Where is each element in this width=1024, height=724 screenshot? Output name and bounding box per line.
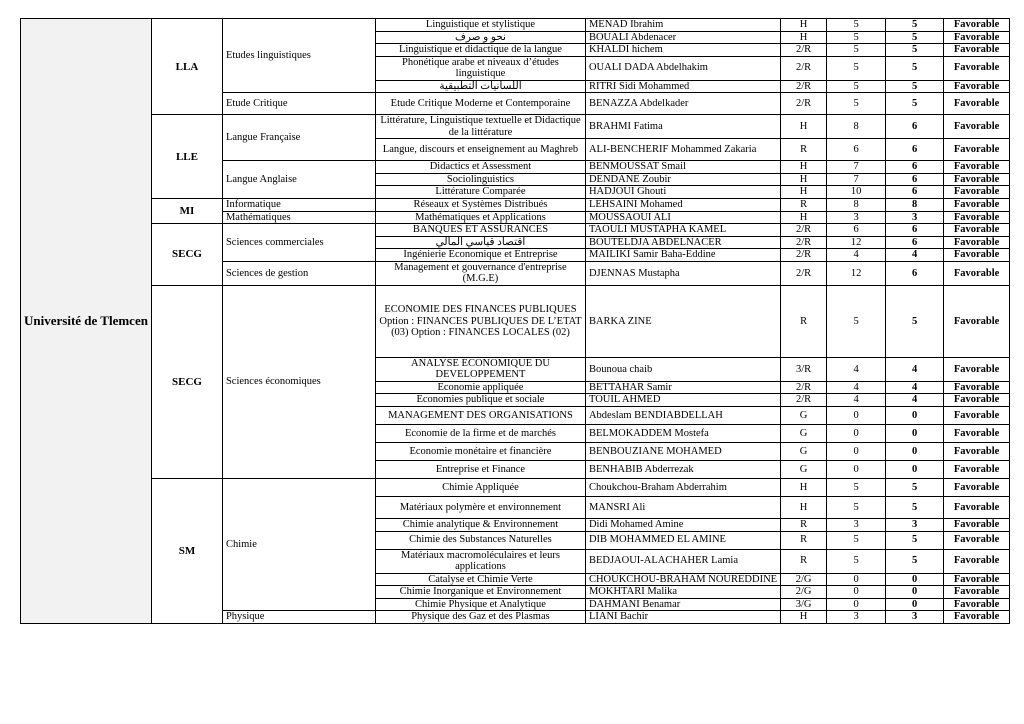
specialite-cell: Chimie Inorganique et Environnement — [375, 586, 585, 599]
grade-cell: R — [781, 549, 827, 573]
count-cell: 0 — [827, 443, 886, 461]
table-row — [21, 479, 1010, 497]
domain-cell: SECG — [151, 285, 222, 478]
responsable-cell: BRAHMI Fatima — [585, 115, 780, 139]
responsable-cell: BENBOUZIANE MOHAMED — [585, 443, 780, 461]
domain-cell: LLA — [151, 19, 222, 115]
filiere-cell: Etudes linguistiques — [222, 19, 375, 93]
selected-count-cell: 3 — [886, 611, 944, 624]
count-cell: 4 — [827, 381, 886, 394]
table-row — [21, 199, 1010, 212]
count-cell: 0 — [827, 407, 886, 425]
responsable-cell: BARKA ZINE — [585, 285, 780, 357]
specialite-cell: Management et gouvernance d'entreprise (M.G.E) — [375, 261, 585, 285]
selected-count-cell: 5 — [886, 285, 944, 357]
avis-cell: Favorable — [944, 31, 1010, 44]
selected-count-cell: 6 — [886, 236, 944, 249]
specialite-cell: Langue, discours et enseignement au Maghreb — [375, 139, 585, 161]
avis-cell: Favorable — [944, 357, 1010, 381]
avis-cell: Favorable — [944, 519, 1010, 532]
responsable-cell: BENHABIB Abderrezak — [585, 461, 780, 479]
count-cell: 0 — [827, 598, 886, 611]
selected-count-cell: 3 — [886, 519, 944, 532]
avis-cell: Favorable — [944, 139, 1010, 161]
specialite-cell: Réseaux et Systèmes Distribués — [375, 199, 585, 212]
specialite-cell: Ingénierie Economique et Entreprise — [375, 249, 585, 262]
table-row — [21, 285, 1010, 357]
university-cell: Université de Tlemcen — [21, 19, 152, 624]
filiere-cell: Mathématiques — [222, 211, 375, 224]
domain-cell: SECG — [151, 224, 222, 286]
responsable-cell: DENDANE Zoubir — [585, 173, 780, 186]
responsable-cell: DJENNAS Mustapha — [585, 261, 780, 285]
responsable-cell: Didi Mohamed Amine — [585, 519, 780, 532]
responsable-cell: TAOULI MUSTAPHA KAMEL — [585, 224, 780, 237]
avis-cell: Favorable — [944, 186, 1010, 199]
responsable-cell: BOUTELDJA ABDELNACER — [585, 236, 780, 249]
avis-cell: Favorable — [944, 224, 1010, 237]
count-cell: 5 — [827, 497, 886, 519]
responsable-cell: MOUSSAOUI ALI — [585, 211, 780, 224]
avis-cell: Favorable — [944, 407, 1010, 425]
count-cell: 3 — [827, 519, 886, 532]
selected-count-cell: 3 — [886, 211, 944, 224]
specialite-cell: ANALYSE ECONOMIQUE DU DEVELOPPEMENT — [375, 357, 585, 381]
grade-cell: H — [781, 173, 827, 186]
responsable-cell: Choukchou-Braham Abderrahim — [585, 479, 780, 497]
specialite-cell: Etude Critique Moderne et Contemporaine — [375, 93, 585, 115]
responsable-cell: BENMOUSSAT Smail — [585, 161, 780, 174]
count-cell: 5 — [827, 549, 886, 573]
count-cell: 4 — [827, 357, 886, 381]
filiere-cell: Sciences commerciales — [222, 224, 375, 262]
selected-count-cell: 5 — [886, 531, 944, 549]
responsable-cell: LEHSAINI Mohamed — [585, 199, 780, 212]
count-cell: 10 — [827, 186, 886, 199]
specialite-cell: Chimie analytique & Environnement — [375, 519, 585, 532]
grade-cell: 2/R — [781, 80, 827, 93]
count-cell: 12 — [827, 261, 886, 285]
grade-cell: 2/R — [781, 249, 827, 262]
selected-count-cell: 5 — [886, 479, 944, 497]
selected-count-cell: 0 — [886, 598, 944, 611]
avis-cell: Favorable — [944, 394, 1010, 407]
selected-count-cell: 5 — [886, 44, 944, 57]
count-cell: 3 — [827, 211, 886, 224]
grade-cell: 3/G — [781, 598, 827, 611]
specialite-cell: Littérature Comparée — [375, 186, 585, 199]
selected-count-cell: 6 — [886, 186, 944, 199]
selected-count-cell: 4 — [886, 381, 944, 394]
selected-count-cell: 5 — [886, 56, 944, 80]
selected-count-cell: 4 — [886, 357, 944, 381]
specialite-cell: Linguistique et didactique de la langue — [375, 44, 585, 57]
responsable-cell: KHALDI hichem — [585, 44, 780, 57]
count-cell: 7 — [827, 173, 886, 186]
selected-count-cell: 0 — [886, 425, 944, 443]
selected-count-cell: 4 — [886, 394, 944, 407]
responsable-cell: BENAZZA Abdelkader — [585, 93, 780, 115]
specialite-cell: نحو و صرف — [375, 31, 585, 44]
specialite-cell: Economies publique et sociale — [375, 394, 585, 407]
selected-count-cell: 6 — [886, 224, 944, 237]
specialite-cell: Economie monétaire et financière — [375, 443, 585, 461]
grade-cell: H — [781, 161, 827, 174]
specialite-cell: MANAGEMENT DES ORGANISATIONS — [375, 407, 585, 425]
table-row — [21, 115, 1010, 139]
specialite-cell: Littérature, Linguistique textuelle et Didactique de la littérature — [375, 115, 585, 139]
grade-cell: G — [781, 407, 827, 425]
avis-cell: Favorable — [944, 261, 1010, 285]
avis-cell: Favorable — [944, 479, 1010, 497]
count-cell: 0 — [827, 573, 886, 586]
responsable-cell: MENAD Ibrahim — [585, 19, 780, 32]
selected-count-cell: 0 — [886, 573, 944, 586]
count-cell: 4 — [827, 394, 886, 407]
selected-count-cell: 0 — [886, 407, 944, 425]
filiere-cell: Informatique — [222, 199, 375, 212]
specialite-cell: BANQUES ET ASSURANCES — [375, 224, 585, 237]
responsable-cell: ALI-BENCHERIF Mohammed Zakaria — [585, 139, 780, 161]
specialite-cell: Economie de la firme et de marchés — [375, 425, 585, 443]
habilitation-table — [20, 18, 1010, 624]
selected-count-cell: 5 — [886, 19, 944, 32]
selected-count-cell: 0 — [886, 443, 944, 461]
selected-count-cell: 4 — [886, 249, 944, 262]
count-cell: 7 — [827, 161, 886, 174]
grade-cell: H — [781, 211, 827, 224]
count-cell: 5 — [827, 285, 886, 357]
selected-count-cell: 5 — [886, 549, 944, 573]
grade-cell: 2/R — [781, 44, 827, 57]
responsable-cell: MAILIKI Samir Baha-Eddine — [585, 249, 780, 262]
responsable-cell: LIANI Bachir — [585, 611, 780, 624]
table-row — [21, 19, 1010, 32]
responsable-cell: BELMOKADDEM Mostefa — [585, 425, 780, 443]
specialite-cell: ECONOMIE DES FINANCES PUBLIQUES Option : FINANCES PUBLIQUES DE L’ETAT (03) Option : FINANCES LOCALES (02) — [375, 285, 585, 357]
grade-cell: 2/R — [781, 236, 827, 249]
filiere-cell: Langue Française — [222, 115, 375, 161]
count-cell: 8 — [827, 115, 886, 139]
domain-cell: SM — [151, 479, 222, 624]
count-cell: 6 — [827, 139, 886, 161]
selected-count-cell: 6 — [886, 173, 944, 186]
specialite-cell: Sociolinguistics — [375, 173, 585, 186]
specialite-cell: Didactics et Assessment — [375, 161, 585, 174]
count-cell: 6 — [827, 224, 886, 237]
count-cell: 0 — [827, 461, 886, 479]
avis-cell: Favorable — [944, 531, 1010, 549]
avis-cell: Favorable — [944, 549, 1010, 573]
count-cell: 12 — [827, 236, 886, 249]
avis-cell: Favorable — [944, 586, 1010, 599]
grade-cell: R — [781, 519, 827, 532]
avis-cell: Favorable — [944, 249, 1010, 262]
selected-count-cell: 6 — [886, 261, 944, 285]
grade-cell: H — [781, 31, 827, 44]
responsable-cell: DIB MOHAMMED EL AMINE — [585, 531, 780, 549]
specialite-cell: Phonétique arabe et niveaux d’études linguistique — [375, 56, 585, 80]
grade-cell: G — [781, 443, 827, 461]
avis-cell: Favorable — [944, 425, 1010, 443]
selected-count-cell: 0 — [886, 586, 944, 599]
avis-cell: Favorable — [944, 115, 1010, 139]
avis-cell: Favorable — [944, 80, 1010, 93]
responsable-cell: MOKHTARI Malika — [585, 586, 780, 599]
grade-cell: H — [781, 479, 827, 497]
grade-cell: 2/R — [781, 394, 827, 407]
avis-cell: Favorable — [944, 611, 1010, 624]
specialite-cell: Chimie Physique et Analytique — [375, 598, 585, 611]
avis-cell: Favorable — [944, 19, 1010, 32]
count-cell: 4 — [827, 249, 886, 262]
filiere-cell: Langue Anglaise — [222, 161, 375, 199]
domain-cell: MI — [151, 199, 222, 224]
grade-cell: 3/R — [781, 357, 827, 381]
grade-cell: 2/R — [781, 381, 827, 394]
responsable-cell: MANSRI Ali — [585, 497, 780, 519]
avis-cell: Favorable — [944, 461, 1010, 479]
count-cell: 3 — [827, 611, 886, 624]
count-cell: 5 — [827, 31, 886, 44]
specialite-cell: اقتصاد قياسي المالي — [375, 236, 585, 249]
specialite-cell: Economie appliquée — [375, 381, 585, 394]
count-cell: 0 — [827, 586, 886, 599]
selected-count-cell: 0 — [886, 461, 944, 479]
responsable-cell: TOUIL AHMED — [585, 394, 780, 407]
count-cell: 5 — [827, 56, 886, 80]
selected-count-cell: 5 — [886, 93, 944, 115]
avis-cell: Favorable — [944, 211, 1010, 224]
responsable-cell: RITRI Sidi Mohammed — [585, 80, 780, 93]
grade-cell: H — [781, 115, 827, 139]
responsable-cell: Bounoua chaib — [585, 357, 780, 381]
grade-cell: G — [781, 425, 827, 443]
count-cell: 5 — [827, 531, 886, 549]
grade-cell: 2/R — [781, 56, 827, 80]
specialite-cell: Matériaux polymère et environnement — [375, 497, 585, 519]
grade-cell: 2/R — [781, 93, 827, 115]
table-row — [21, 224, 1010, 237]
responsable-cell: OUALI DADA Abdelhakim — [585, 56, 780, 80]
responsable-cell: BETTAHAR Samir — [585, 381, 780, 394]
grade-cell: 2/G — [781, 573, 827, 586]
grade-cell: H — [781, 186, 827, 199]
specialite-cell: Matériaux macromoléculaires et leurs applications — [375, 549, 585, 573]
selected-count-cell: 5 — [886, 497, 944, 519]
specialite-cell: Linguistique et stylistique — [375, 19, 585, 32]
grade-cell: H — [781, 611, 827, 624]
selected-count-cell: 6 — [886, 115, 944, 139]
specialite-cell: Chimie des Substances Naturelles — [375, 531, 585, 549]
responsable-cell: DAHMANI Benamar — [585, 598, 780, 611]
specialite-cell: اللسانيات التطبيقية — [375, 80, 585, 93]
avis-cell: Favorable — [944, 497, 1010, 519]
filiere-cell: Chimie — [222, 479, 375, 611]
count-cell: 5 — [827, 44, 886, 57]
selected-count-cell: 6 — [886, 161, 944, 174]
specialite-cell: Physique des Gaz et des Plasmas — [375, 611, 585, 624]
avis-cell: Favorable — [944, 236, 1010, 249]
grade-cell: H — [781, 497, 827, 519]
responsable-cell: Abdeslam BENDIABDELLAH — [585, 407, 780, 425]
avis-cell: Favorable — [944, 173, 1010, 186]
selected-count-cell: 5 — [886, 80, 944, 93]
count-cell: 8 — [827, 199, 886, 212]
responsable-cell: BEDJAOUI-ALACHAHER Lamia — [585, 549, 780, 573]
specialite-cell: Chimie Appliquée — [375, 479, 585, 497]
responsable-cell: BOUALI Abdenacer — [585, 31, 780, 44]
avis-cell: Favorable — [944, 443, 1010, 461]
grade-cell: R — [781, 139, 827, 161]
selected-count-cell: 8 — [886, 199, 944, 212]
grade-cell: H — [781, 19, 827, 32]
grade-cell: 2/G — [781, 586, 827, 599]
count-cell: 0 — [827, 425, 886, 443]
avis-cell: Favorable — [944, 93, 1010, 115]
count-cell: 5 — [827, 80, 886, 93]
avis-cell: Favorable — [944, 598, 1010, 611]
selected-count-cell: 6 — [886, 139, 944, 161]
specialite-cell: Entreprise et Finance — [375, 461, 585, 479]
selected-count-cell: 5 — [886, 31, 944, 44]
responsable-cell: HADJOUI Ghouti — [585, 186, 780, 199]
filiere-cell: Sciences de gestion — [222, 261, 375, 285]
domain-cell: LLE — [151, 115, 222, 199]
count-cell: 5 — [827, 479, 886, 497]
count-cell: 5 — [827, 19, 886, 32]
grade-cell: R — [781, 285, 827, 357]
grade-cell: 2/R — [781, 224, 827, 237]
avis-cell: Favorable — [944, 199, 1010, 212]
avis-cell: Favorable — [944, 161, 1010, 174]
filiere-cell: Sciences économiques — [222, 285, 375, 478]
specialite-cell: Catalyse et Chimie Verte — [375, 573, 585, 586]
grade-cell: G — [781, 461, 827, 479]
filiere-cell: Etude Critique — [222, 93, 375, 115]
specialite-cell: Mathématiques et Applications — [375, 211, 585, 224]
avis-cell: Favorable — [944, 285, 1010, 357]
avis-cell: Favorable — [944, 573, 1010, 586]
count-cell: 5 — [827, 93, 886, 115]
avis-cell: Favorable — [944, 56, 1010, 80]
avis-cell: Favorable — [944, 44, 1010, 57]
responsable-cell: CHOUKCHOU-BRAHAM NOUREDDINE — [585, 573, 780, 586]
grade-cell: 2/R — [781, 261, 827, 285]
filiere-cell: Physique — [222, 611, 375, 624]
grade-cell: R — [781, 531, 827, 549]
avis-cell: Favorable — [944, 381, 1010, 394]
grade-cell: R — [781, 199, 827, 212]
